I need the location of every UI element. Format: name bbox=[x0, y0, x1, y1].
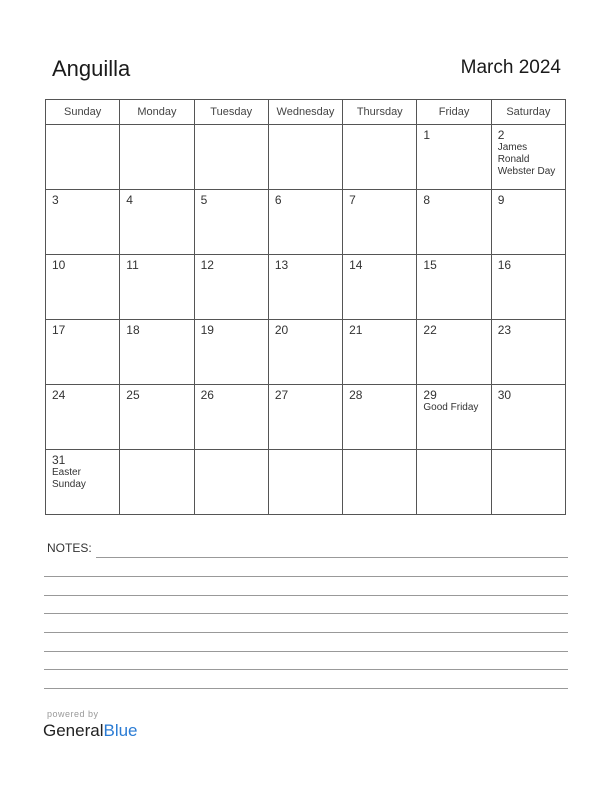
calendar-body bbox=[46, 125, 566, 515]
day-number: 12 bbox=[200, 258, 214, 272]
day-cell bbox=[491, 255, 565, 320]
day-number: 4 bbox=[126, 193, 133, 207]
note-line bbox=[44, 613, 568, 614]
weekday-header: Sunday bbox=[46, 100, 120, 125]
brand-general: General bbox=[43, 721, 104, 740]
day-cell bbox=[194, 385, 268, 450]
day-cell bbox=[46, 255, 120, 320]
day-number: 23 bbox=[497, 323, 512, 337]
brand-blue: Blue bbox=[103, 721, 138, 740]
day-number: 5 bbox=[200, 193, 208, 207]
day-number: 31 bbox=[52, 453, 66, 467]
day-number: 17 bbox=[52, 323, 66, 337]
week-row bbox=[46, 125, 566, 190]
day-cell bbox=[343, 125, 417, 190]
day-cell bbox=[417, 450, 491, 515]
week-row bbox=[46, 190, 566, 255]
day-number: 2 bbox=[497, 128, 505, 142]
month-year-title: March 2024 bbox=[460, 57, 561, 78]
day-number: 30 bbox=[497, 388, 512, 402]
day-number: 11 bbox=[126, 258, 139, 272]
week-row bbox=[46, 385, 566, 450]
day-cell bbox=[417, 125, 491, 190]
day-cell bbox=[46, 385, 120, 450]
day-cell bbox=[491, 450, 565, 515]
note-line bbox=[44, 595, 568, 596]
week-row bbox=[46, 450, 566, 515]
day-number: 21 bbox=[349, 323, 363, 337]
note-line bbox=[44, 688, 568, 689]
weekday-header: Saturday bbox=[491, 100, 565, 125]
day-number: 13 bbox=[274, 258, 289, 272]
day-cell bbox=[417, 320, 491, 385]
day-cell bbox=[417, 190, 491, 255]
day-cell bbox=[343, 255, 417, 320]
week-row bbox=[46, 320, 566, 385]
day-cell bbox=[491, 190, 565, 255]
day-number: 10 bbox=[52, 258, 66, 272]
day-cell bbox=[46, 450, 120, 515]
country-title: Anguilla bbox=[52, 56, 131, 81]
day-number: 15 bbox=[423, 258, 437, 272]
day-number: 3 bbox=[52, 193, 59, 207]
note-line bbox=[44, 669, 568, 670]
day-cell bbox=[194, 255, 268, 320]
day-number: 20 bbox=[274, 323, 289, 337]
day-cell bbox=[120, 320, 194, 385]
day-cell bbox=[120, 125, 194, 190]
day-cell bbox=[417, 385, 491, 450]
day-cell bbox=[46, 125, 120, 190]
day-number: 29 bbox=[423, 388, 437, 402]
calendar-grid bbox=[45, 99, 566, 515]
weekday-header: Friday bbox=[417, 100, 491, 125]
day-number: 22 bbox=[423, 323, 437, 337]
note-line bbox=[44, 632, 568, 633]
day-number: 14 bbox=[349, 258, 363, 272]
week-row bbox=[46, 255, 566, 320]
day-cell bbox=[343, 385, 417, 450]
weekday-header: Tuesday bbox=[194, 100, 268, 125]
day-cell bbox=[417, 255, 491, 320]
day-cell bbox=[268, 255, 342, 320]
day-cell bbox=[46, 190, 120, 255]
day-number: 28 bbox=[349, 388, 363, 402]
holiday-label: James Ronald Webster Day bbox=[497, 142, 556, 177]
day-cell bbox=[46, 320, 120, 385]
day-cell bbox=[194, 190, 268, 255]
day-cell bbox=[194, 125, 268, 190]
day-cell bbox=[120, 450, 194, 515]
note-line bbox=[44, 651, 568, 652]
holiday-label: Good Friday bbox=[423, 402, 479, 413]
generalblue-logo bbox=[43, 721, 138, 741]
day-number: 7 bbox=[349, 193, 356, 207]
day-cell bbox=[120, 190, 194, 255]
day-cell bbox=[120, 255, 194, 320]
day-cell bbox=[194, 450, 268, 515]
weekday-header-row bbox=[46, 100, 566, 125]
weekday-header: Wednesday bbox=[268, 100, 342, 125]
day-number: 9 bbox=[497, 193, 505, 207]
holiday-label: Easter Sunday bbox=[52, 467, 86, 490]
day-cell bbox=[268, 125, 342, 190]
day-cell bbox=[491, 385, 565, 450]
day-number: 19 bbox=[200, 323, 214, 337]
day-cell bbox=[268, 450, 342, 515]
day-cell bbox=[194, 320, 268, 385]
day-number: 18 bbox=[126, 323, 140, 337]
notes-label: NOTES: bbox=[47, 541, 92, 555]
day-number: 24 bbox=[52, 388, 66, 402]
note-line bbox=[44, 576, 568, 577]
day-cell bbox=[491, 320, 565, 385]
day-number: 8 bbox=[423, 193, 431, 207]
day-cell bbox=[268, 190, 342, 255]
day-cell bbox=[268, 385, 342, 450]
day-number: 27 bbox=[274, 388, 289, 402]
day-number: 1 bbox=[423, 128, 431, 142]
powered-by-text: powered by bbox=[47, 709, 99, 719]
day-cell bbox=[120, 385, 194, 450]
weekday-header: Monday bbox=[120, 100, 194, 125]
day-number: 25 bbox=[126, 388, 140, 402]
day-cell bbox=[343, 320, 417, 385]
day-cell bbox=[268, 320, 342, 385]
day-number: 6 bbox=[274, 193, 282, 207]
day-cell bbox=[343, 450, 417, 515]
weekday-header: Thursday bbox=[343, 100, 417, 125]
note-line bbox=[96, 557, 568, 558]
day-cell bbox=[343, 190, 417, 255]
day-number: 16 bbox=[497, 258, 512, 272]
day-number: 26 bbox=[200, 388, 214, 402]
day-cell bbox=[491, 125, 565, 190]
